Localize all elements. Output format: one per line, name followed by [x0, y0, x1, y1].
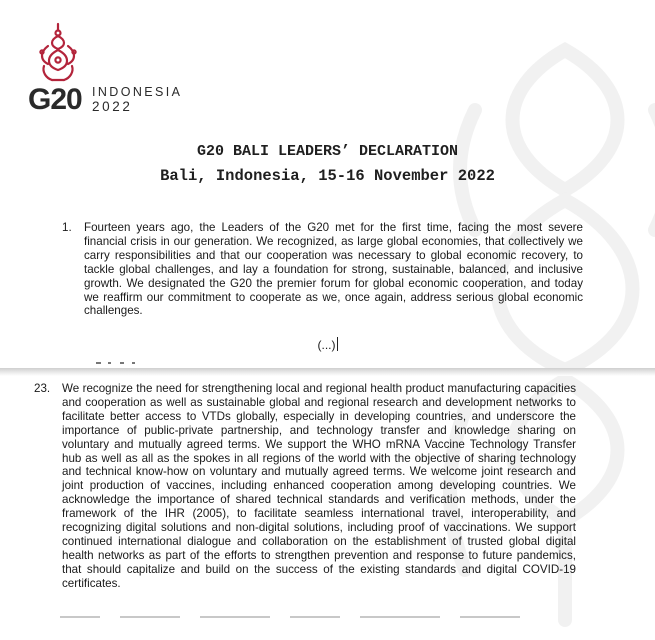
- omission-marker: [0, 337, 655, 352]
- paragraph-text: Fourteen years ago, the Leaders of the G20 met for the first time, facing the most severe financial crisis in our generation. We recognized, as large global economies, that collectively we carry responsibilities and that our cooperation was necessary to global economic recovery, to tackle global challenges, and lay a foundation for strong, sustainable, balanced, and inclusive growth. We designated the G20 the premier forum for global economic cooperation, and today we reaffirm our commitment to cooperate as we, once again, address serious global economic challenges.: [84, 221, 583, 318]
- logo-country: INDONESIA: [92, 85, 183, 99]
- paragraph-number: 1.: [62, 221, 72, 234]
- cropped-text-line: [40, 612, 560, 620]
- logo-brand: G20: [28, 83, 82, 116]
- omission-text: (...): [317, 338, 336, 352]
- g20-logo: [28, 22, 198, 122]
- crop-divider: [0, 368, 655, 376]
- page-subtitle: Bali, Indonesia, 15-16 November 2022: [160, 167, 495, 185]
- logo-year: 2022: [92, 99, 133, 114]
- paragraph-number: 23.: [34, 382, 51, 395]
- paragraph-text: We recognize the need for strengthening local and regional health product manufacturing capacities and cooperation as well as sustainable global and regional research and development networks to facilitate better access to VTDs globally, especially in developing countries, and underscore the importance of public-private partnership, and technology transfer and knowledge sharing on voluntary and mutually agreed terms. We support the WHO mRNA Vaccine Technology Transfer hub as well as all as the spokes in all regions of the world with the objective of sharing technology and technical know-how on voluntary and mutually agreed terms. We welcome joint research and joint production of vaccines, including enhanced cooperation among developing countries. We acknowledge the importance of shared technical standards and verification methods, under the framework of the IHR (2005), to facilitate seamless international travel, interoperability, and recognizing digital solutions and non-digital solutions, including proof of vaccinations. We support continued international dialogue and collaboration on the establishment of trusted global digital health networks as part of the efforts to strengthen prevention and response to future pandemics, that should capitalize and build on the success of the existing standards and digital COVID-19 certificates.: [62, 382, 576, 590]
- text-cursor: [337, 337, 338, 351]
- batik-ornament-icon: [36, 22, 80, 84]
- cropped-text-line: [96, 359, 156, 365]
- page-title: G20 BALI LEADERS’ DECLARATION: [196, 143, 459, 160]
